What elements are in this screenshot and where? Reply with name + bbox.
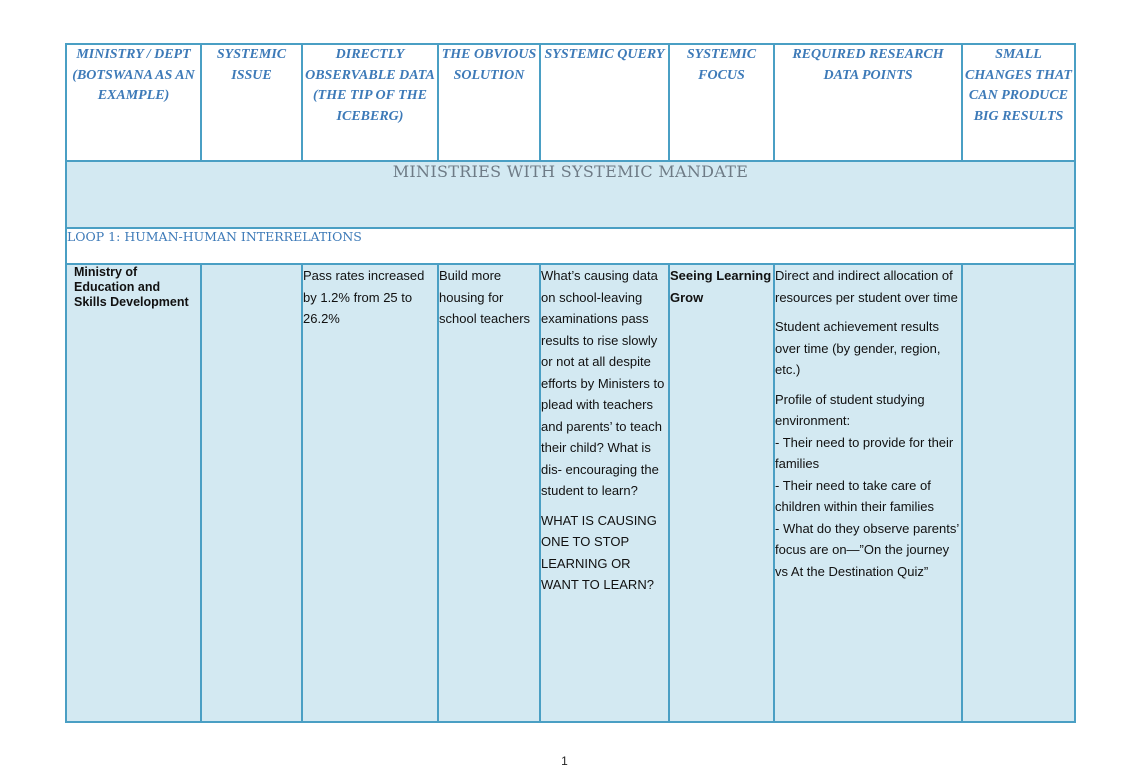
cell-ministry: Ministry of Education and Skills Development (66, 264, 201, 722)
header-row (66, 44, 1075, 161)
cell-systemic-focus: Seeing Learning Grow (669, 264, 774, 722)
query-text: What’s causing data on school-leaving examinations pass results to rise slowly or not at all despite efforts by Ministers to plead with teachers and parents’ to teach their child? What is dis- encouraging the student to learn? (541, 268, 665, 498)
mandate-title: MINISTRIES WITH SYSTEMIC MANDATE (66, 161, 1075, 228)
cell-systemic-issue (201, 264, 302, 722)
cell-observable-data: Pass rates increased by 1.2% from 25 to 26.2% (302, 264, 438, 722)
loop-title: LOOP 1: HUMAN-HUMAN INTERRELATIONS (66, 228, 1075, 264)
page-number: 1 (561, 754, 568, 768)
header-systemic-issue: SYSTEMIC ISSUE (201, 44, 302, 161)
header-research-data-points: REQUIRED RESEARCH DATA POINTS (774, 44, 962, 161)
header-systemic-focus: SYSTEMIC FOCUS (669, 44, 774, 161)
header-ministry: MINISTRY / DEPT (BOTSWANA AS AN EXAMPLE) (66, 44, 201, 161)
research-subitem: - Their need to provide for their families (775, 434, 954, 471)
query-question: WHAT IS CAUSING ONE TO STOP LEARNING OR WANT TO LEARN? (541, 512, 657, 592)
header-observable-data: DIRECTLY OBSERVABLE DATA (THE TIP OF THE ICEBERG) (302, 44, 438, 161)
loop-row (66, 228, 1075, 264)
cell-systemic-query (540, 264, 669, 722)
cell-research-data-points (774, 264, 962, 722)
table-row (66, 264, 1075, 722)
research-subitem: - Their need to take care of children within their families (775, 477, 934, 514)
research-item-3-title: Profile of student studying environment: (775, 391, 925, 428)
cell-small-changes (962, 264, 1075, 722)
research-item-2: Student achievement results over time (by gender, region, etc.) (775, 319, 941, 377)
research-item-1: Direct and indirect allocation of resources per student over time (775, 268, 958, 305)
research-item-3 (775, 389, 961, 583)
cell-obvious-solution: Build more housing for school teachers (438, 264, 540, 722)
mandate-row (66, 161, 1075, 228)
header-obvious-solution: THE OBVIOUS SOLUTION (438, 44, 540, 161)
research-subitem: - What do they observe parents’ focus are on—”On the journey vs At the Destination Quiz” (775, 520, 959, 579)
header-systemic-query: SYSTEMIC QUERY (540, 44, 669, 161)
header-small-changes: SMALL CHANGES THAT CAN PRODUCE BIG RESULTS (962, 44, 1075, 161)
systemic-table (65, 43, 1076, 723)
